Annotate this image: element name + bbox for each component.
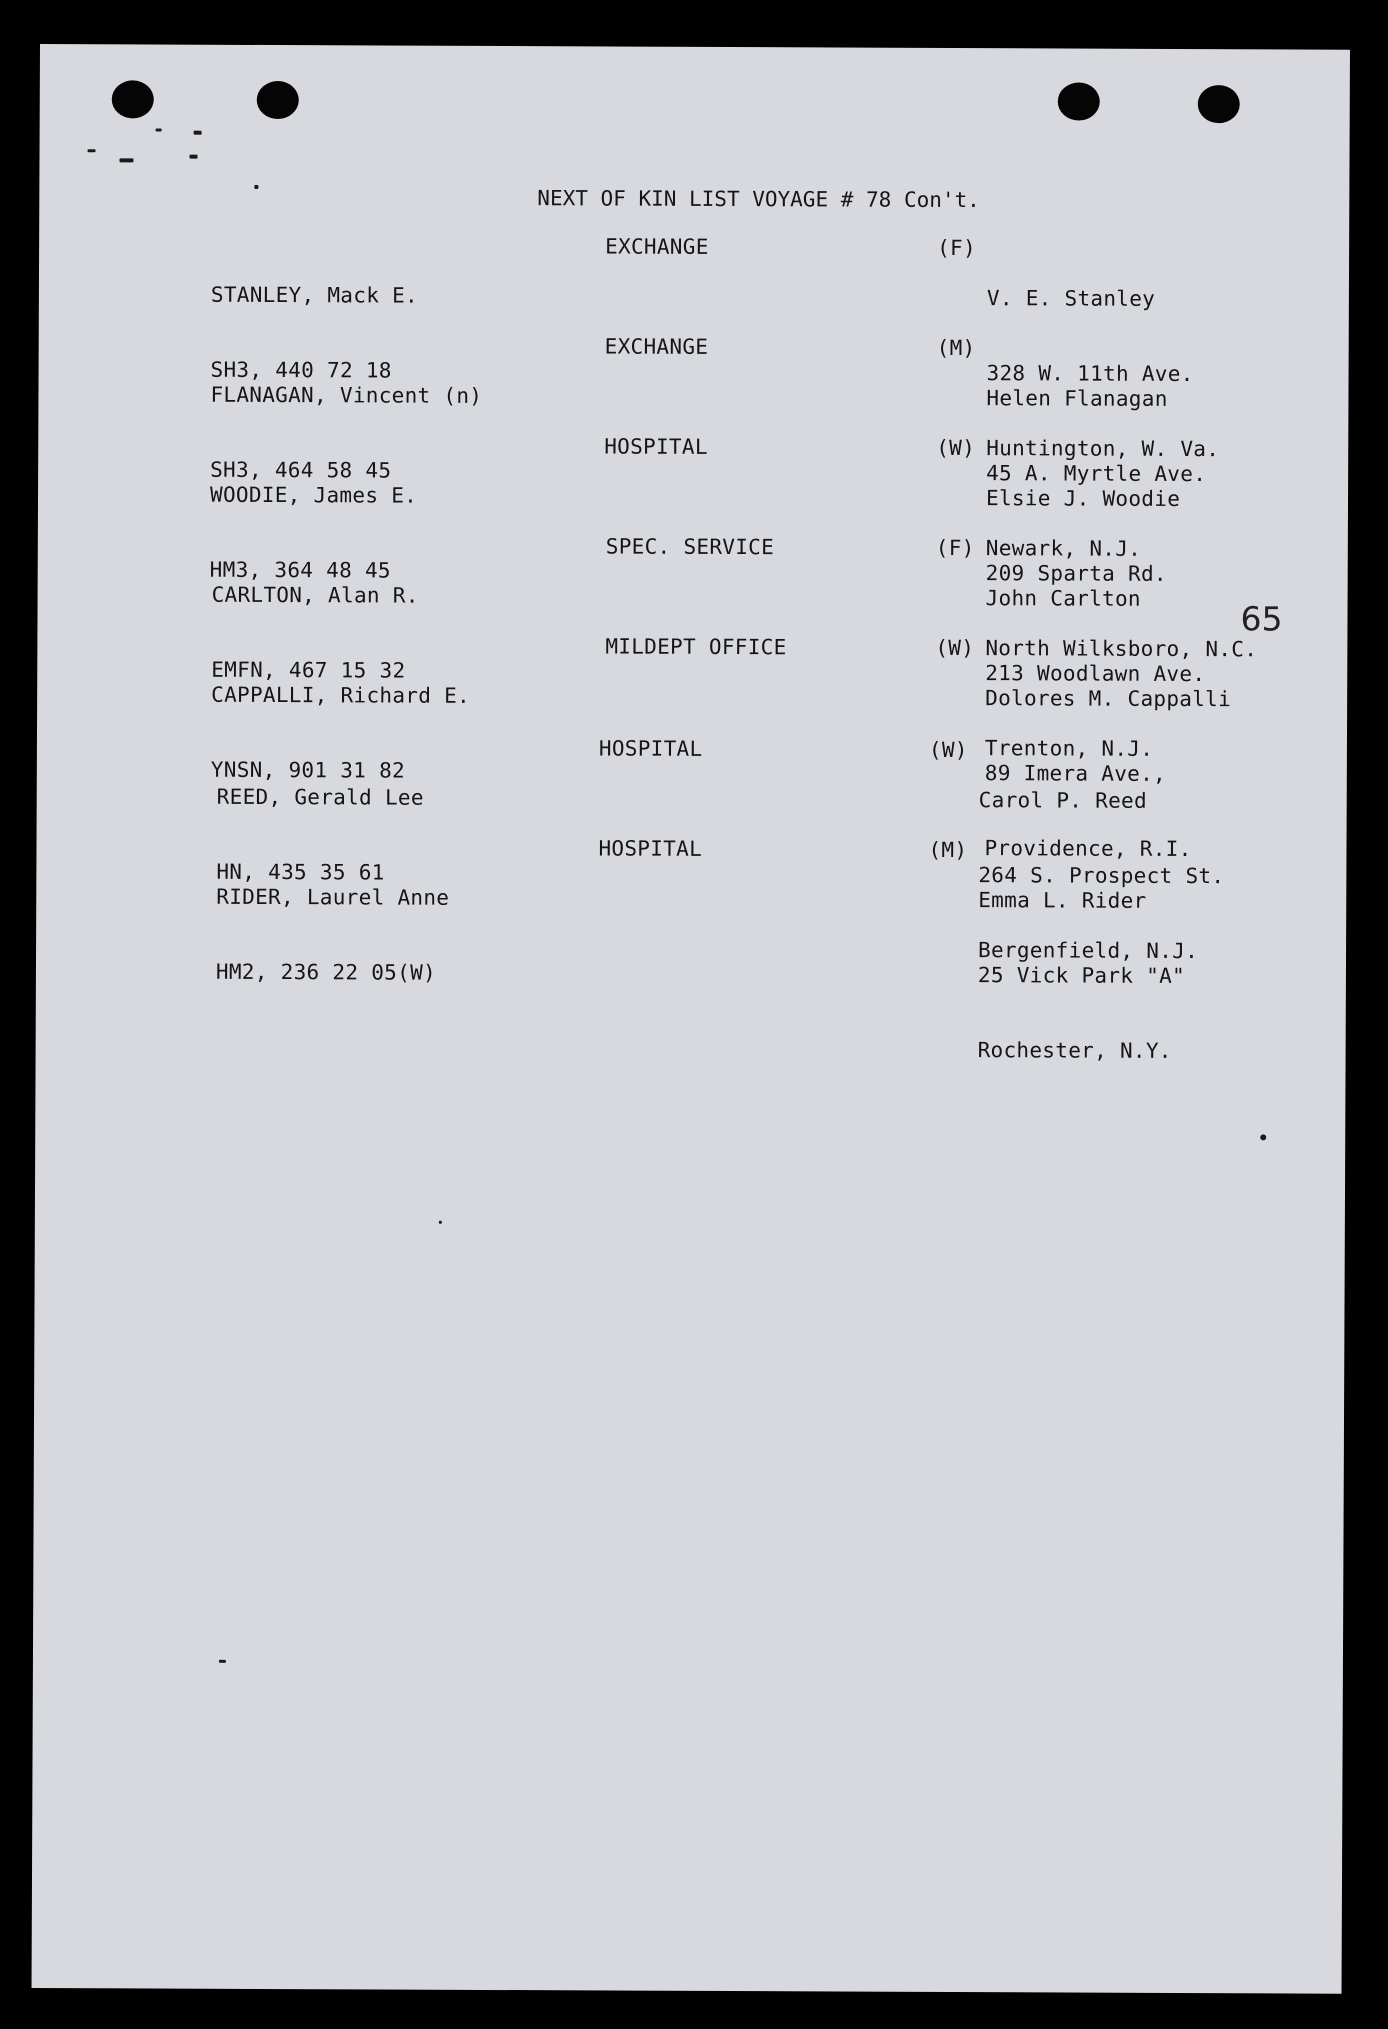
dust-speck bbox=[194, 131, 202, 135]
rate-service-number: SH3, 440 72 18 bbox=[210, 357, 392, 383]
dust-speck bbox=[119, 158, 133, 162]
kin-name: Emma L. Rider bbox=[978, 888, 1147, 913]
kin-name: Carol P. Reed bbox=[978, 788, 1148, 813]
page-number: 65 bbox=[1240, 599, 1283, 639]
kin-street: 209 Sparta Rd. bbox=[985, 561, 1167, 586]
relation: (W) bbox=[936, 435, 976, 461]
kin-name: Dolores M. Cappalli bbox=[985, 686, 1232, 712]
destination: HOSPITAL bbox=[598, 836, 703, 861]
sailor-name: RIDER, Laurel Anne bbox=[216, 884, 450, 910]
kin-city: Providence, R.I. bbox=[984, 836, 1192, 862]
sailor-name: REED, Gerald Lee bbox=[216, 784, 424, 810]
kin-street: 328 W. 11th Ave. bbox=[986, 361, 1194, 387]
binder-hole-icon bbox=[112, 80, 154, 118]
relation: (F) bbox=[935, 535, 975, 561]
rate-service-number: SH3, 464 58 45 bbox=[210, 457, 392, 483]
kin-city: Bergenfield, N.J. bbox=[978, 938, 1199, 964]
page-title: NEXT OF KIN LIST VOYAGE # 78 Con't. bbox=[537, 186, 980, 213]
document-page bbox=[32, 44, 1350, 1994]
relation: (M) bbox=[928, 837, 968, 863]
dust-speck bbox=[254, 185, 258, 189]
destination: HOSPITAL bbox=[604, 434, 708, 459]
kin-street: 25 Vick Park "A" bbox=[977, 963, 1186, 989]
list-item bbox=[216, 835, 450, 1036]
rate-service-number: HN, 435 35 61 bbox=[216, 859, 385, 885]
dust-speck bbox=[88, 149, 96, 152]
relation: (W) bbox=[935, 635, 975, 661]
sailor-name: STANLEY, Mack E. bbox=[210, 282, 419, 308]
sailor-name: CARLTON, Alan R. bbox=[211, 582, 419, 608]
destination: SPEC. SERVICE bbox=[605, 534, 775, 560]
dust-speck bbox=[219, 1660, 226, 1663]
kin-name: Elsie J. Woodie bbox=[985, 486, 1181, 511]
relation: (W) bbox=[928, 737, 968, 763]
kin-name: Helen Flanagan bbox=[986, 386, 1168, 411]
sailor-name: CAPPALLI, Richard E. bbox=[211, 682, 471, 708]
sailor-name: FLANAGAN, Vincent (n) bbox=[210, 382, 483, 408]
dust-speck bbox=[1260, 1134, 1266, 1140]
destination: EXCHANGE bbox=[604, 334, 709, 359]
kin-street: 264 S. Prospect St. bbox=[978, 863, 1225, 889]
rate-service-number: HM3, 364 48 45 bbox=[209, 557, 391, 583]
rate-service-number: EMFN, 467 15 32 bbox=[211, 657, 406, 683]
destination: MILDEPT OFFICE bbox=[605, 634, 787, 660]
rate-service-number: HM2, 236 22 05(W) bbox=[215, 959, 437, 985]
binder-hole-icon bbox=[1198, 85, 1240, 123]
kin-address bbox=[977, 838, 1185, 1114]
binder-hole-icon bbox=[1058, 82, 1100, 120]
dust-speck bbox=[439, 1221, 442, 1224]
kin-city: Trenton, N.J. bbox=[984, 736, 1154, 761]
kin-street: 89 Imera Ave., bbox=[984, 761, 1167, 786]
kin-city: Rochester, N.Y. bbox=[977, 1038, 1172, 1063]
sailor-name: WOODIE, James E. bbox=[209, 482, 418, 508]
rate-service-number: YNSN, 901 31 82 bbox=[210, 757, 406, 783]
relation: (F) bbox=[937, 235, 977, 261]
dust-speck bbox=[156, 129, 162, 132]
kin-street: 45 A. Myrtle Ave. bbox=[986, 461, 1207, 487]
destination: EXCHANGE bbox=[605, 234, 709, 259]
destination: HOSPITAL bbox=[598, 736, 703, 761]
binder-hole-icon bbox=[257, 81, 299, 119]
relation: (M) bbox=[936, 335, 976, 361]
kin-city: North Wilksboro, N.C. bbox=[985, 636, 1258, 662]
kin-name: V. E. Stanley bbox=[986, 286, 1156, 311]
kin-name: John Carlton bbox=[985, 586, 1141, 611]
kin-city: Huntington, W. Va. bbox=[986, 436, 1220, 462]
kin-street: 213 Woodlawn Ave. bbox=[985, 661, 1206, 687]
dust-speck bbox=[190, 155, 198, 159]
kin-city: Newark, N.J. bbox=[985, 536, 1142, 561]
